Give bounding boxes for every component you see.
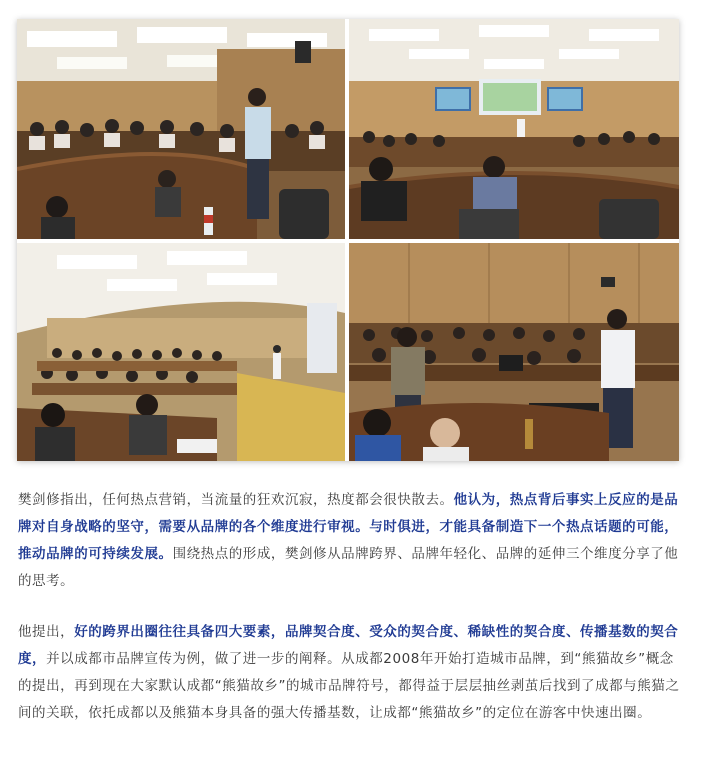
photo-speaker-with-microphone [17,19,345,239]
paragraph-text: 他提出， [18,624,75,640]
photo-collage [17,19,679,461]
photo-tiered-hall-wide [17,243,345,461]
emphasized-text: 好的跨界出圈往往具备四大要素，品牌契合度、受众的契合度、稀缺性的契合度、传播基数的契合度， [18,624,679,667]
emphasized-text: 他认为，热点背后事实上反应的是品牌对自身战略的坚守，需要从品牌的各个维度进行审视。与时俱进，才能具备制造下一个热点话题的可能，推动品牌的可持续发展。 [18,492,679,562]
photo-hall-three-screens [349,19,679,239]
paragraph-text: 樊剑修指出，任何热点营销，当流量的狂欢沉寂，热度都会很快散去。 [18,492,454,508]
article-body [18,487,686,727]
article-paragraph [18,487,686,595]
paragraph-text: 并以成都市品牌宣传为例，做了进一步的阐释。从成都2008年开始打造城市品牌，到“熊猫故乡”概念的提出，再到现在大家默认成都“熊猫故乡”的城市品牌符号，都得益于层层抽丝剥茧后找到了成都与熊猫之间的关联，依托成都以及熊猫本身具备的强大传播基数，让成都“熊猫故乡”的定位在游客中快速出圈。 [18,651,680,721]
article-paragraph [18,619,686,727]
paragraph-text: 围绕热点的形成，樊剑修从品牌跨界、品牌年轻化、品牌的延伸三个维度分享了他的思考。 [18,546,679,589]
photo-speaker-and-participant [349,243,679,461]
